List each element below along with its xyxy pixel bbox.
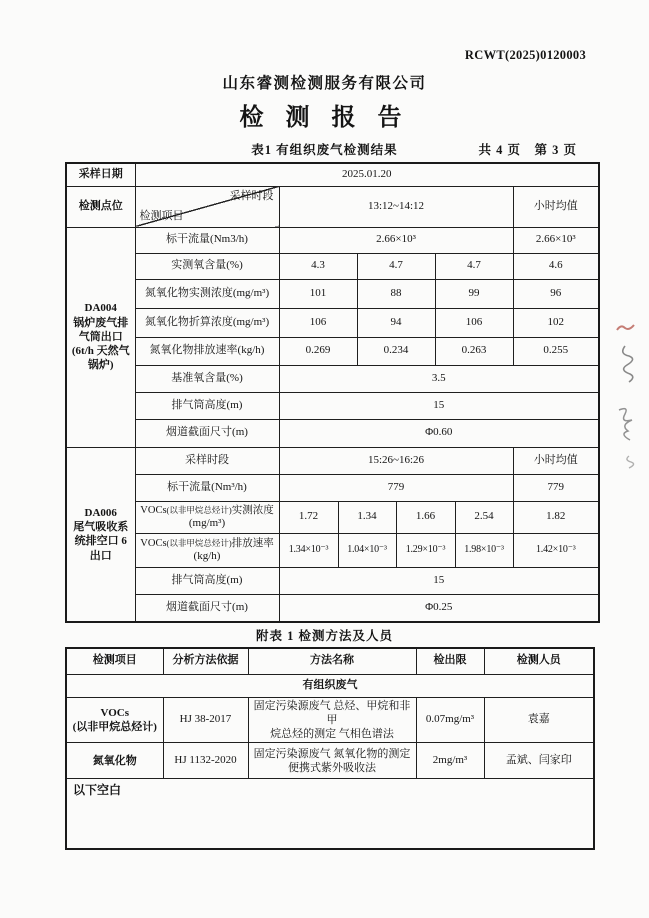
row-label: 采样时段 xyxy=(135,447,279,474)
section-header: 有组织废气 xyxy=(66,674,594,697)
avg-value: 1.82 xyxy=(513,501,599,533)
data-value: 2.66×10³ xyxy=(279,227,513,253)
section-header-row xyxy=(66,674,594,697)
avg-value: 2.66×10³ xyxy=(513,227,599,253)
table2-caption: 附表 1 检测方法及人员 xyxy=(255,629,393,643)
diag-bottom-label: 检测项目 xyxy=(139,209,184,222)
row-label: 基准氧含量(%) xyxy=(135,365,279,392)
avg-value: 0.255 xyxy=(513,337,599,365)
row-label: 氮氧化物折算浓度(mg/m³) xyxy=(135,308,279,337)
company-name: 山东睿测检测服务有限公司 xyxy=(222,75,427,92)
emission-results-table xyxy=(65,162,600,623)
ink-bleed-marks xyxy=(603,318,647,473)
blank-row xyxy=(66,779,594,849)
header-row xyxy=(66,186,599,227)
data-value: 106 xyxy=(435,308,513,337)
data-value: 4.7 xyxy=(435,253,513,279)
data-value: 1.34 xyxy=(338,501,396,533)
da004-stack-height-row xyxy=(66,392,599,419)
da004-nox-measured-row xyxy=(66,279,599,308)
da006-stack-height-row xyxy=(66,567,599,594)
row-label: 烟道截面尺寸(m) xyxy=(135,419,279,447)
da004-hour-avg-label: 小时均值 xyxy=(513,186,599,227)
row-label: 排气筒高度(m) xyxy=(135,567,279,594)
da006-time-row xyxy=(66,447,599,474)
sampling-date-value: 2025.01.20 xyxy=(135,163,599,186)
method-row-vocs xyxy=(66,697,594,743)
data-value: 4.7 xyxy=(357,253,435,279)
method-row-nox xyxy=(66,743,594,779)
data-value: 1.34×10⁻³ xyxy=(279,533,338,567)
method-basis: HJ 1132-2020 xyxy=(163,743,248,779)
data-value: 1.29×10⁻³ xyxy=(396,533,455,567)
avg-value: 1.42×10⁻³ xyxy=(513,533,599,567)
col-header: 分析方法依据 xyxy=(163,648,248,674)
page-number-info: 共 4 页 第 3 页 xyxy=(478,143,577,157)
da006-duct-size-row xyxy=(66,594,599,622)
da004-point-name: DA004 锅炉废气排 气筒出口 (6t/h 天然气 锅炉) xyxy=(66,227,135,447)
row-label-unit: (mg/m³) xyxy=(188,516,226,529)
report-title: 检 测 报 告 xyxy=(239,105,410,131)
row-label: 标干流量(Nm3/h) xyxy=(135,227,279,253)
sampling-date-row xyxy=(66,163,599,186)
row-label: VOCs(以非甲烷总烃计)排放速率 (kg/h) xyxy=(135,533,279,567)
methods-header-row xyxy=(66,648,594,674)
da004-duct-size-row xyxy=(66,419,599,447)
data-value: 99 xyxy=(435,279,513,308)
method-name: 固定污染源废气 总烃、甲烷和非甲 烷总烃的测定 气相色谱法 xyxy=(248,697,416,743)
data-value: 0.269 xyxy=(279,337,357,365)
personnel: 孟斌、闫家印 xyxy=(484,743,594,779)
detection-limit: 2mg/m³ xyxy=(416,743,484,779)
da004-nox-converted-row xyxy=(66,308,599,337)
personnel: 袁嘉 xyxy=(484,697,594,743)
data-value: 3.5 xyxy=(279,365,599,392)
avg-value: 102 xyxy=(513,308,599,337)
diagonal-header-cell xyxy=(135,186,279,227)
da006-flow-row xyxy=(66,474,599,501)
avg-value: 4.6 xyxy=(513,253,599,279)
row-label: 烟道截面尺寸(m) xyxy=(135,594,279,622)
blank-note: 以下空白 xyxy=(66,779,594,849)
data-value: Φ0.25 xyxy=(279,594,599,622)
sampling-date-label: 采样日期 xyxy=(66,163,135,186)
data-value: 106 xyxy=(279,308,357,337)
point-label: 检测点位 xyxy=(66,186,135,227)
data-value: 94 xyxy=(357,308,435,337)
da004-ref-o2-row xyxy=(66,365,599,392)
data-value: Φ0.60 xyxy=(279,419,599,447)
avg-value: 779 xyxy=(513,474,599,501)
col-header: 检出限 xyxy=(416,648,484,674)
detection-limit: 0.07mg/m³ xyxy=(416,697,484,743)
data-value: 1.72 xyxy=(279,501,338,533)
col-header: 检测项目 xyxy=(66,648,163,674)
item-name: VOCs (以非甲烷总烃计) xyxy=(66,697,163,743)
data-value: 2.54 xyxy=(455,501,513,533)
data-value: 779 xyxy=(279,474,513,501)
row-label-unit: (kg/h) xyxy=(193,549,221,562)
da004-time-range: 13:12~14:12 xyxy=(279,186,513,227)
da006-vocs-conc-row xyxy=(66,501,599,533)
data-value: 88 xyxy=(357,279,435,308)
data-value: 1.66 xyxy=(396,501,455,533)
row-label: 氮氧化物排放速率(kg/h) xyxy=(135,337,279,365)
da004-o2-row xyxy=(66,253,599,279)
data-value: 1.98×10⁻³ xyxy=(455,533,513,567)
report-number: RCWT(2025)0120003 xyxy=(464,48,586,62)
row-label: 实测氧含量(%) xyxy=(135,253,279,279)
data-value: 101 xyxy=(279,279,357,308)
method-name: 固定污染源废气 氮氧化物的测定 便携式紫外吸收法 xyxy=(248,743,416,779)
avg-value: 96 xyxy=(513,279,599,308)
da006-hour-avg-label: 小时均值 xyxy=(513,447,599,474)
data-value: 15 xyxy=(279,392,599,419)
da004-flow-row xyxy=(66,227,599,253)
table1-caption-row xyxy=(0,140,649,158)
row-label: 标干流量(Nm³/h) xyxy=(135,474,279,501)
data-value: 15 xyxy=(279,567,599,594)
col-header: 检测人员 xyxy=(484,648,594,674)
da006-time-range: 15:26~16:26 xyxy=(279,447,513,474)
data-value: 0.234 xyxy=(357,337,435,365)
item-name: 氮氧化物 xyxy=(66,743,163,779)
method-basis: HJ 38-2017 xyxy=(163,697,248,743)
data-value: 4.3 xyxy=(279,253,357,279)
col-header: 方法名称 xyxy=(248,648,416,674)
data-value: 1.04×10⁻³ xyxy=(338,533,396,567)
table1-caption: 表1 有组织废气检测结果 xyxy=(251,143,398,157)
da006-vocs-rate-row xyxy=(66,533,599,567)
data-value: 0.263 xyxy=(435,337,513,365)
methods-personnel-table xyxy=(65,647,595,850)
da006-point-name: DA006 尾气吸收系 统排空口 6 出口 xyxy=(66,447,135,622)
diag-top-label: 采样时段 xyxy=(229,189,274,202)
row-label: VOCs(以非甲烷总烃计)实测浓度 (mg/m³) xyxy=(135,501,279,533)
row-label: 排气筒高度(m) xyxy=(135,392,279,419)
row-label: 氮氧化物实测浓度(mg/m³) xyxy=(135,279,279,308)
da004-nox-rate-row xyxy=(66,337,599,365)
